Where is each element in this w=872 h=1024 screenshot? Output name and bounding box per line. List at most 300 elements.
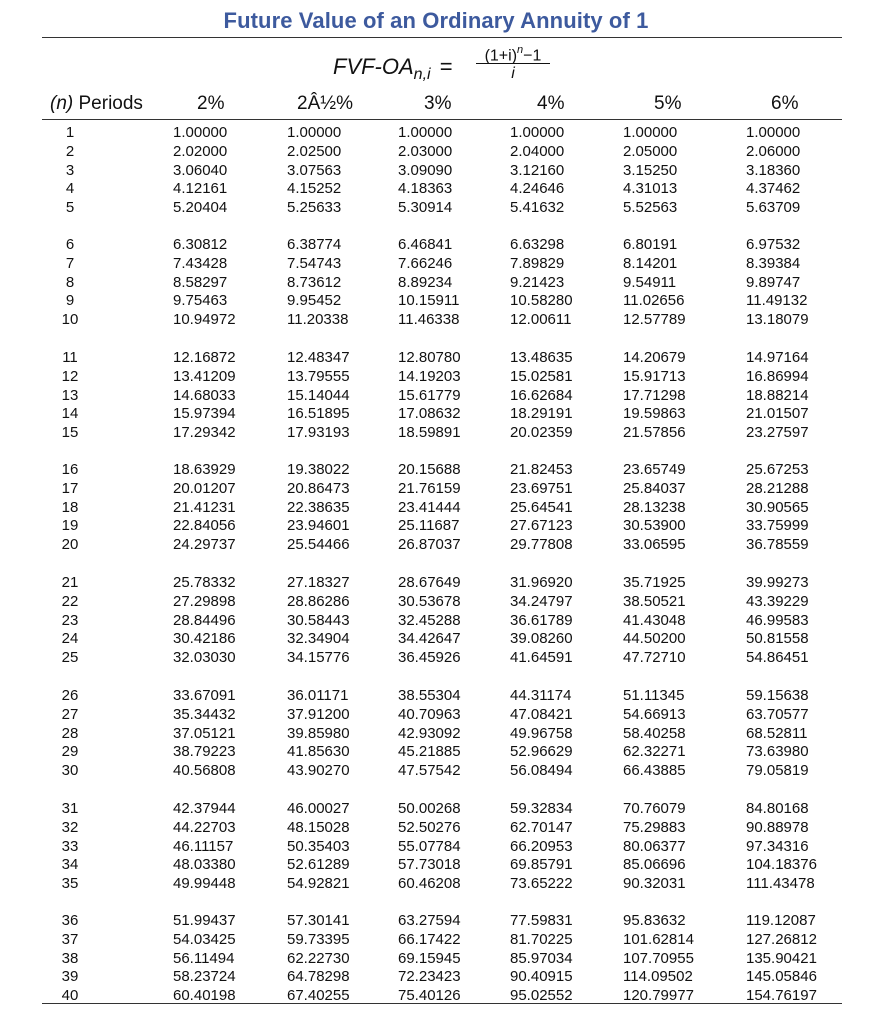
value-cell: 84.80168	[746, 800, 809, 817]
value-cell: 7.66246	[398, 254, 453, 272]
value-cell: 5.25633	[287, 199, 342, 216]
value-cell: 27.18327	[287, 574, 350, 591]
value-cell: 6.97532	[746, 236, 801, 253]
value-cell: 9.89747	[746, 273, 801, 291]
value-cell: 90.32031	[623, 875, 686, 892]
value-cell: 19.59863	[623, 405, 686, 423]
value-cell: 12.57789	[623, 311, 686, 328]
value-cell: 17.08632	[398, 405, 461, 423]
value-cell: 18.88214	[746, 386, 809, 404]
value-cell: 38.55304	[398, 687, 461, 704]
top-rule	[42, 37, 842, 38]
value-cell: 2.05000	[623, 142, 678, 160]
period-cell: 38	[61, 949, 79, 967]
value-cell: 2.03000	[398, 142, 453, 160]
value-cell: 3.12160	[510, 161, 565, 179]
value-cell: 6.30812	[173, 236, 228, 253]
formula-numerator-tail: −1	[523, 47, 542, 65]
period-cell: 26	[61, 687, 79, 704]
value-cell: 20.15688	[398, 461, 461, 478]
value-cell: 39.85980	[287, 724, 350, 742]
periods-header	[50, 92, 143, 116]
value-cell: 28.67649	[398, 574, 461, 591]
value-cell: 3.09090	[398, 161, 453, 179]
period-cell: 15	[61, 424, 79, 441]
value-cell: 67.40255	[287, 987, 350, 1004]
value-cell: 16.51895	[287, 405, 350, 423]
period-cell: 23	[61, 611, 79, 629]
value-cell: 20.02359	[510, 424, 573, 441]
value-cell: 21.01507	[746, 405, 809, 423]
period-cell: 36	[61, 912, 79, 929]
period-cell: 33	[61, 837, 79, 855]
rate-header-0: 2%	[197, 93, 225, 114]
value-cell: 30.42186	[173, 630, 236, 648]
value-cell: 59.15638	[746, 687, 809, 704]
value-cell: 36.01171	[287, 687, 349, 704]
value-cell: 47.72710	[623, 649, 686, 666]
value-cell: 49.96758	[510, 724, 573, 742]
value-cell: 127.26812	[746, 930, 817, 948]
formula-fraction	[476, 42, 550, 83]
value-cell: 2.02000	[173, 142, 228, 160]
value-cell: 9.95452	[287, 292, 342, 310]
value-cell: 40.56808	[173, 762, 236, 779]
value-cell: 8.58297	[173, 273, 228, 291]
value-cell: 62.22730	[287, 949, 350, 967]
value-cell: 4.18363	[398, 180, 453, 198]
value-cell: 145.05846	[746, 968, 817, 986]
period-cell: 29	[61, 743, 79, 761]
formula-denominator: i	[511, 65, 515, 82]
value-cell: 16.62684	[510, 386, 573, 404]
value-cell: 95.02552	[510, 987, 573, 1004]
value-cell: 54.66913	[623, 705, 686, 723]
value-cell: 8.14201	[623, 254, 678, 272]
value-cell: 69.85791	[510, 856, 573, 874]
value-cell: 12.80780	[398, 349, 461, 366]
value-cell: 50.81558	[746, 630, 809, 648]
period-cell: 30	[61, 762, 79, 779]
rate-header-5: 6%	[771, 93, 799, 114]
value-cell: 28.21288	[746, 479, 809, 497]
value-cell: 80.06377	[623, 837, 686, 855]
value-cell: 3.07563	[287, 161, 342, 179]
value-cell: 54.03425	[173, 930, 236, 948]
value-cell: 43.39229	[746, 592, 809, 610]
value-cell: 75.40126	[398, 987, 461, 1004]
period-cell: 16	[61, 461, 79, 478]
value-cell: 18.63929	[173, 461, 236, 478]
value-cell: 21.57856	[623, 424, 686, 441]
value-cell: 30.53900	[623, 517, 686, 535]
value-cell: 46.99583	[746, 611, 809, 629]
period-cell: 4	[65, 180, 75, 198]
formula-subscript: n,i	[413, 66, 431, 83]
value-cell: 6.38774	[287, 236, 342, 253]
value-cell: 59.73395	[287, 930, 350, 948]
value-cell: 51.99437	[173, 912, 236, 929]
value-cell: 39.08260	[510, 630, 573, 648]
period-cell: 34	[61, 856, 79, 874]
value-cell: 13.41209	[173, 367, 236, 385]
value-cell: 68.52811	[746, 724, 808, 742]
value-cell: 57.30141	[287, 912, 350, 929]
value-cell: 77.59831	[510, 912, 573, 929]
value-cell: 111.43478	[746, 875, 815, 892]
value-cell: 37.05121	[173, 724, 236, 742]
value-cell: 72.23423	[398, 968, 461, 986]
value-cell: 44.22703	[173, 818, 236, 836]
value-cell: 35.34432	[173, 705, 236, 723]
formula-numerator-exp: n	[517, 44, 524, 56]
value-cell: 81.70225	[510, 930, 573, 948]
value-cell: 14.68033	[173, 386, 236, 404]
value-cell: 69.15945	[398, 949, 461, 967]
value-cell: 32.34904	[287, 630, 350, 648]
value-cell: 60.46208	[398, 875, 461, 892]
value-cell: 14.19203	[398, 367, 461, 385]
value-cell: 6.46841	[398, 236, 453, 253]
value-cell: 51.11345	[623, 687, 685, 704]
period-cell: 40	[61, 987, 79, 1004]
value-cell: 23.69751	[510, 479, 573, 497]
value-cell: 16.86994	[746, 367, 809, 385]
value-cell: 18.59891	[398, 424, 461, 441]
value-cell: 36.45926	[398, 649, 461, 666]
value-cell: 34.24797	[510, 592, 573, 610]
period-cell: 2	[65, 142, 75, 160]
value-cell: 1.00000	[510, 124, 565, 141]
value-cell: 23.94601	[287, 517, 350, 535]
value-cell: 4.24646	[510, 180, 565, 198]
value-cell: 5.20404	[173, 199, 228, 216]
value-cell: 4.15252	[287, 180, 342, 198]
period-cell: 11	[62, 349, 78, 366]
value-cell: 22.84056	[173, 517, 236, 535]
value-cell: 2.02500	[287, 142, 342, 160]
value-cell: 75.29883	[623, 818, 686, 836]
value-cell: 95.83632	[623, 912, 686, 929]
period-cell: 13	[61, 386, 79, 404]
value-cell: 8.89234	[398, 273, 453, 291]
value-cell: 3.06040	[173, 161, 228, 179]
value-cell: 2.04000	[510, 142, 565, 160]
value-cell: 30.53678	[398, 592, 461, 610]
value-cell: 27.29898	[173, 592, 236, 610]
value-cell: 73.65222	[510, 875, 573, 892]
value-cell: 33.75999	[746, 517, 809, 535]
value-cell: 42.37944	[173, 800, 236, 817]
value-cell: 36.61789	[510, 611, 573, 629]
value-cell: 15.61779	[398, 386, 461, 404]
period-cell: 14	[61, 405, 79, 423]
period-cell: 17	[61, 479, 79, 497]
value-cell: 1.00000	[173, 124, 228, 141]
value-cell: 41.43048	[623, 611, 686, 629]
value-cell: 46.00027	[287, 800, 350, 817]
value-cell: 20.86473	[287, 479, 350, 497]
value-cell: 46.11157	[173, 837, 234, 855]
value-cell: 49.99448	[173, 875, 236, 892]
periods-header-var: (n)	[50, 93, 74, 114]
period-cell: 9	[65, 292, 75, 310]
value-cell: 34.42647	[398, 630, 461, 648]
value-cell: 33.67091	[173, 687, 236, 704]
value-cell: 119.12087	[746, 912, 816, 929]
value-cell: 14.97164	[746, 349, 809, 366]
value-cell: 79.05819	[746, 762, 809, 779]
value-cell: 24.29737	[173, 536, 236, 553]
value-cell: 47.57542	[398, 762, 461, 779]
value-cell: 60.40198	[173, 987, 236, 1004]
period-cell: 3	[65, 161, 75, 179]
period-cell: 20	[61, 536, 79, 553]
value-cell: 1.00000	[287, 124, 342, 141]
value-cell: 64.78298	[287, 968, 350, 986]
value-cell: 10.15911	[398, 292, 460, 310]
value-cell: 47.08421	[510, 705, 573, 723]
value-cell: 32.45288	[398, 611, 461, 629]
value-cell: 44.50200	[623, 630, 686, 648]
value-cell: 7.43428	[173, 254, 228, 272]
value-cell: 40.70963	[398, 705, 461, 723]
formula-numerator-base: (1+i)	[484, 47, 518, 65]
value-cell: 20.01207	[173, 479, 236, 497]
value-cell: 45.21885	[398, 743, 461, 761]
value-cell: 114.09502	[623, 968, 693, 986]
value-cell: 12.48347	[287, 349, 350, 366]
value-cell: 25.11687	[398, 517, 460, 535]
value-cell: 63.70577	[746, 705, 809, 723]
value-cell: 101.62814	[623, 930, 694, 948]
value-cell: 2.06000	[746, 142, 801, 160]
value-cell: 4.31013	[623, 180, 678, 198]
value-cell: 25.84037	[623, 479, 686, 497]
rate-header-2: 3%	[424, 93, 452, 114]
formula	[0, 42, 872, 88]
value-cell: 55.07784	[398, 837, 461, 855]
value-cell: 25.67253	[746, 461, 809, 478]
value-cell: 7.89829	[510, 254, 565, 272]
value-cell: 52.50276	[398, 818, 461, 836]
value-cell: 28.84496	[173, 611, 236, 629]
value-cell: 23.65749	[623, 461, 686, 478]
value-cell: 62.70147	[510, 818, 573, 836]
value-cell: 5.52563	[623, 199, 678, 216]
value-cell: 9.75463	[173, 292, 228, 310]
value-cell: 120.79977	[623, 987, 694, 1004]
period-cell: 27	[61, 705, 79, 723]
period-cell: 21	[61, 574, 79, 591]
value-cell: 9.54911	[623, 273, 677, 291]
period-cell: 31	[61, 800, 79, 817]
period-cell: 1	[65, 124, 75, 141]
value-cell: 10.58280	[510, 292, 573, 310]
value-cell: 5.30914	[398, 199, 453, 216]
value-cell: 35.71925	[623, 574, 686, 591]
value-cell: 3.18360	[746, 161, 801, 179]
value-cell: 58.23724	[173, 968, 236, 986]
period-cell: 35	[61, 875, 79, 892]
value-cell: 21.41231	[173, 498, 236, 516]
formula-numerator	[476, 42, 550, 65]
value-cell: 57.73018	[398, 856, 461, 874]
value-cell: 66.43885	[623, 762, 686, 779]
value-cell: 14.20679	[623, 349, 686, 366]
value-cell: 11.46338	[398, 311, 460, 328]
value-cell: 52.96629	[510, 743, 573, 761]
value-cell: 15.97394	[173, 405, 236, 423]
value-cell: 12.00611	[510, 311, 572, 328]
value-cell: 85.97034	[510, 949, 573, 967]
periods-header-label: Periods	[73, 93, 143, 114]
value-cell: 11.49132	[746, 292, 808, 310]
value-cell: 62.32271	[623, 743, 686, 761]
value-cell: 56.11494	[173, 949, 235, 967]
value-cell: 18.29191	[510, 405, 573, 423]
value-cell: 54.86451	[746, 649, 809, 666]
value-cell: 31.96920	[510, 574, 573, 591]
value-cell: 54.92821	[287, 875, 350, 892]
period-cell: 25	[61, 649, 79, 666]
value-cell: 23.41444	[398, 498, 461, 516]
value-cell: 12.16872	[173, 349, 236, 366]
value-cell: 11.02656	[623, 292, 685, 310]
value-cell: 66.17422	[398, 930, 461, 948]
period-cell: 5	[65, 199, 75, 216]
value-cell: 73.63980	[746, 743, 809, 761]
value-cell: 41.64591	[510, 649, 573, 666]
value-cell: 50.00268	[398, 800, 461, 817]
value-cell: 25.54466	[287, 536, 350, 553]
value-cell: 63.27594	[398, 912, 461, 929]
value-cell: 38.50521	[623, 592, 686, 610]
value-cell: 23.27597	[746, 424, 809, 441]
value-cell: 15.14044	[287, 386, 350, 404]
formula-equals: =	[439, 54, 453, 79]
value-cell: 33.06595	[623, 536, 686, 553]
value-cell: 28.86286	[287, 592, 350, 610]
value-cell: 50.35403	[287, 837, 350, 855]
period-cell: 28	[61, 724, 79, 742]
value-cell: 8.39384	[746, 254, 801, 272]
value-cell: 25.78332	[173, 574, 236, 591]
value-cell: 22.38635	[287, 498, 350, 516]
value-cell: 13.48635	[510, 349, 573, 366]
value-cell: 5.63709	[746, 199, 801, 216]
value-cell: 104.18376	[746, 856, 817, 874]
value-cell: 1.00000	[623, 124, 678, 141]
value-cell: 48.15028	[287, 818, 350, 836]
period-cell: 37	[61, 930, 79, 948]
value-cell: 13.18079	[746, 311, 809, 328]
period-cell: 19	[61, 517, 79, 535]
value-cell: 19.38022	[287, 461, 350, 478]
value-cell: 39.99273	[746, 574, 809, 591]
value-cell: 1.00000	[746, 124, 801, 141]
formula-name: FVF-OA	[333, 54, 414, 79]
value-cell: 29.77808	[510, 536, 573, 553]
header-rule	[42, 119, 842, 120]
value-cell: 70.76079	[623, 800, 686, 817]
period-cell: 18	[61, 498, 79, 516]
value-cell: 9.21423	[510, 273, 565, 291]
period-cell: 6	[65, 236, 75, 253]
value-cell: 66.20953	[510, 837, 573, 855]
value-cell: 32.03030	[173, 649, 236, 666]
period-cell: 8	[65, 273, 75, 291]
value-cell: 90.40915	[510, 968, 573, 986]
rate-header-1: 2Â½%	[297, 93, 353, 114]
value-cell: 135.90421	[746, 949, 817, 967]
value-cell: 17.29342	[173, 424, 236, 441]
value-cell: 90.88978	[746, 818, 809, 836]
value-cell: 34.15776	[287, 649, 350, 666]
value-cell: 15.02581	[510, 367, 573, 385]
value-cell: 56.08494	[510, 762, 573, 779]
value-cell: 4.37462	[746, 180, 801, 198]
value-cell: 59.32834	[510, 800, 573, 817]
value-cell: 26.87037	[398, 536, 461, 553]
value-cell: 97.34316	[746, 837, 809, 855]
value-cell: 36.78559	[746, 536, 809, 553]
value-cell: 43.90270	[287, 762, 350, 779]
page-title: Future Value of an Ordinary Annuity of 1	[223, 8, 649, 33]
value-cell: 21.82453	[510, 461, 573, 478]
value-cell: 4.12161	[173, 180, 228, 198]
value-cell: 17.71298	[623, 386, 686, 404]
value-cell: 8.73612	[287, 273, 342, 291]
value-cell: 21.76159	[398, 479, 461, 497]
period-cell: 22	[61, 592, 79, 610]
value-cell: 10.94972	[173, 311, 236, 328]
value-cell: 58.40258	[623, 724, 686, 742]
value-cell: 30.58443	[287, 611, 350, 629]
value-cell: 15.91713	[623, 367, 686, 385]
value-cell: 6.80191	[623, 236, 678, 253]
value-cell: 41.85630	[287, 743, 350, 761]
period-cell: 24	[61, 630, 79, 648]
value-cell: 27.67123	[510, 517, 573, 535]
period-cell: 12	[61, 367, 79, 385]
value-cell: 13.79555	[287, 367, 350, 385]
rate-header-4: 5%	[654, 93, 682, 114]
value-cell: 52.61289	[287, 856, 350, 874]
value-cell: 42.93092	[398, 724, 461, 742]
period-cell: 7	[65, 254, 75, 272]
value-cell: 154.76197	[746, 987, 817, 1004]
value-cell: 5.41632	[510, 199, 565, 216]
formula-lhs	[333, 54, 453, 83]
value-cell: 3.15250	[623, 161, 678, 179]
value-cell: 25.64541	[510, 498, 573, 516]
value-cell: 7.54743	[287, 254, 342, 272]
value-cell: 6.63298	[510, 236, 565, 253]
value-cell: 1.00000	[398, 124, 453, 141]
value-cell: 11.20338	[287, 311, 349, 328]
value-cell: 38.79223	[173, 743, 236, 761]
bottom-rule	[42, 1003, 842, 1004]
value-cell: 85.06696	[623, 856, 686, 874]
period-cell: 39	[61, 968, 79, 986]
rate-header-3: 4%	[537, 93, 565, 114]
value-cell: 44.31174	[510, 687, 572, 704]
value-cell: 37.91200	[287, 705, 350, 723]
value-cell: 30.90565	[746, 498, 809, 516]
value-cell: 107.70955	[623, 949, 694, 967]
period-cell: 10	[61, 311, 79, 328]
